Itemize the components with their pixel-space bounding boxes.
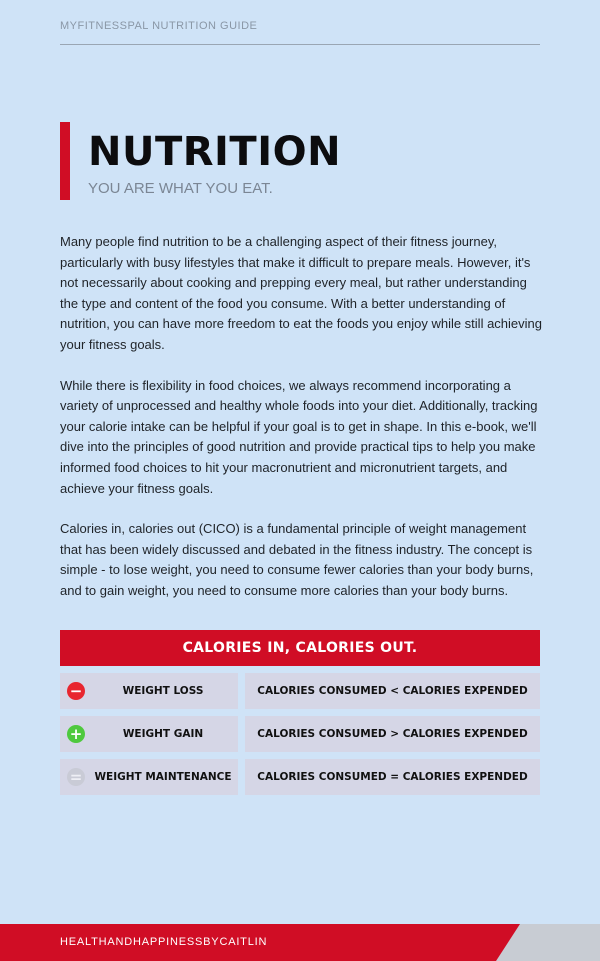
row-label: WEIGHT MAINTENANCE [94, 771, 232, 783]
page-subtitle: YOU ARE WHAT YOU EAT. [88, 180, 273, 197]
row-label-cell [60, 759, 238, 795]
row-rule: CALORIES CONSUMED > CALORIES EXPENDED [245, 716, 540, 752]
plus-circle-icon: + [67, 725, 85, 743]
row-rule: CALORIES CONSUMED < CALORIES EXPENDED [245, 673, 540, 709]
minus-circle-icon: − [67, 682, 85, 700]
table-title: CALORIES IN, CALORIES OUT. [60, 630, 540, 666]
page-title: NUTRITION [88, 129, 342, 175]
row-label: WEIGHT LOSS [122, 685, 204, 697]
table-row-weight-maintenance [60, 759, 540, 795]
footer [0, 924, 600, 961]
guide-header: MYFITNESSPAL NUTRITION GUIDE [60, 20, 540, 45]
paragraph: Calories in, calories out (CICO) is a fundamental principle of weight management that has been widely discussed and debated in the fitness industry. The concept is simple - to lose weight, you need to consume fewer calories than your body burns, and to gain weight, you need to consume more calories than your body burns. [60, 521, 534, 598]
title-block [60, 122, 341, 200]
footer-text: HEALTHANDHAPPINESSBYCAITLIN [60, 936, 268, 948]
body-text [60, 232, 542, 622]
equal-circle-icon: = [67, 768, 85, 786]
table-row-weight-gain [60, 716, 540, 752]
row-label: WEIGHT GAIN [122, 728, 204, 740]
row-label-cell [60, 716, 238, 752]
table-row-weight-loss [60, 673, 540, 709]
row-label-cell [60, 673, 238, 709]
paragraph: Many people find nutrition to be a challenging aspect of their fitness journey, particularly with busy lifestyles that make it difficult to prepare meals. However, it's not necessarily about cooking and prepping every meal, but rather understanding the type and content of the food you consume. With a better understanding of nutrition, you can have more freedom to eat the foods you enjoy while still achieving your fitness goals. [60, 234, 542, 352]
row-rule: CALORIES CONSUMED = CALORIES EXPENDED [245, 759, 540, 795]
paragraph: While there is flexibility in food choices, we always recommend incorporating a variety of unprocessed and healthy whole foods into your diet. Additionally, tracking your calorie intake can be helpful if your goal is to get in shape. In this e-book, we'll dive into the principles of good nutrition and provide practical tips to help you make informed food choices to hit your macronutrient and micronutrient targets, and achieve your fitness goals. [60, 377, 538, 496]
